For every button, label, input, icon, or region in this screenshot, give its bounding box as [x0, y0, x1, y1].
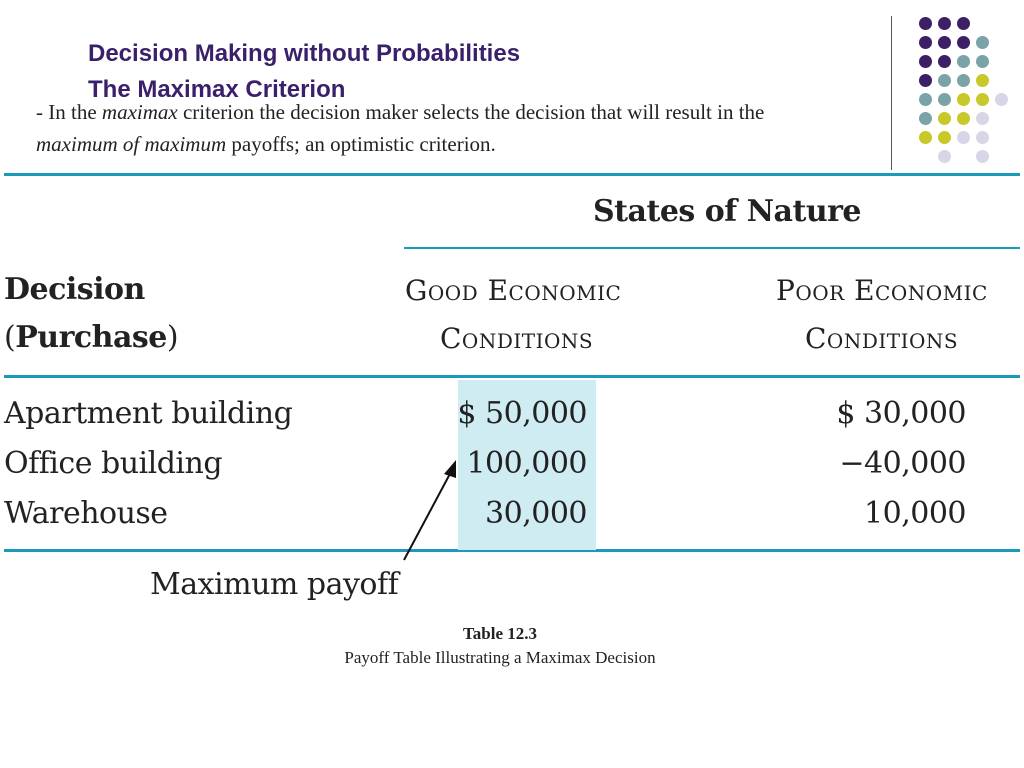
row-apartment-good: $ 50,000 [457, 396, 587, 431]
decorative-dot [938, 74, 951, 87]
decorative-dot [957, 55, 970, 68]
poor-conditions-header-line2: Conditions [805, 322, 959, 355]
decorative-dot [919, 36, 932, 49]
table-caption: Payoff Table Illustrating a Maximax Decision [344, 648, 656, 667]
purchase-paren-open: ( [4, 320, 16, 355]
decorative-dot [919, 17, 932, 30]
decorative-dot [919, 131, 932, 144]
decorative-dot [976, 74, 989, 87]
intro-line-2 [36, 128, 936, 160]
row-office-good: 100,000 [466, 446, 587, 481]
decorative-dot [995, 93, 1008, 106]
decorative-dot [957, 74, 970, 87]
intro-term-max-of-max: maximum of maximum [36, 132, 227, 156]
decorative-divider [891, 16, 892, 170]
intro-paragraph [36, 96, 936, 160]
intro-text-2: criterion the decision maker selects the decision that will result in the [177, 100, 765, 124]
intro-term-maximax: maximax [101, 100, 178, 124]
decorative-dot [938, 55, 951, 68]
decorative-dot [938, 131, 951, 144]
decorative-dot [938, 17, 951, 30]
table-number: Table 12.3 [462, 624, 537, 643]
decorative-dot [957, 112, 970, 125]
decorative-dot [938, 150, 951, 163]
decorative-dot [976, 55, 989, 68]
maximum-payoff-arrow [398, 456, 468, 566]
decorative-dot [938, 36, 951, 49]
row-warehouse-good: 30,000 [485, 496, 587, 531]
poor-conditions-header-line1: Poor Economic [776, 274, 988, 307]
decorative-dot [957, 131, 970, 144]
intro-dash: - [36, 100, 49, 124]
row-warehouse-label: Warehouse [4, 496, 168, 531]
row-apartment-label: Apartment building [4, 396, 293, 431]
decorative-dot [957, 17, 970, 30]
purchase-word: Purchase [15, 320, 167, 355]
states-underline [404, 247, 1020, 249]
slide-title: Decision Making without Probabilities [88, 40, 521, 67]
maximum-payoff-label: Maximum payoff [150, 567, 399, 602]
decorative-dot [976, 112, 989, 125]
decorative-dot [976, 150, 989, 163]
decorative-dot [919, 74, 932, 87]
states-of-nature-header: States of Nature [593, 194, 862, 229]
decorative-dot [976, 36, 989, 49]
decorative-dot [976, 131, 989, 144]
decorative-dot [919, 112, 932, 125]
purchase-header [4, 320, 178, 355]
decorative-dot [919, 93, 932, 106]
row-warehouse-poor: 10,000 [864, 496, 966, 531]
decorative-dot [976, 93, 989, 106]
decorative-dot [938, 112, 951, 125]
purchase-paren-close: ) [166, 320, 179, 355]
intro-text-1: In the [48, 100, 102, 124]
decorative-dot [957, 36, 970, 49]
decorative-dot [938, 93, 951, 106]
decorative-dot [957, 93, 970, 106]
decorative-dot [919, 55, 932, 68]
good-conditions-header-line2: Conditions [440, 322, 594, 355]
row-apartment-poor: $ 30,000 [836, 396, 966, 431]
table-top-rule [4, 173, 1020, 176]
header-bottom-rule [4, 375, 1020, 378]
slide-subtitle: The Maximax Criterion [88, 76, 346, 103]
row-office-poor: −40,000 [839, 446, 966, 481]
decision-header: Decision [4, 272, 145, 307]
intro-line-1 [36, 96, 936, 128]
intro-text-3: payoffs; an optimistic criterion. [226, 132, 496, 156]
row-office-label: Office building [4, 446, 223, 481]
good-conditions-header-line1: Good Economic [405, 274, 622, 307]
